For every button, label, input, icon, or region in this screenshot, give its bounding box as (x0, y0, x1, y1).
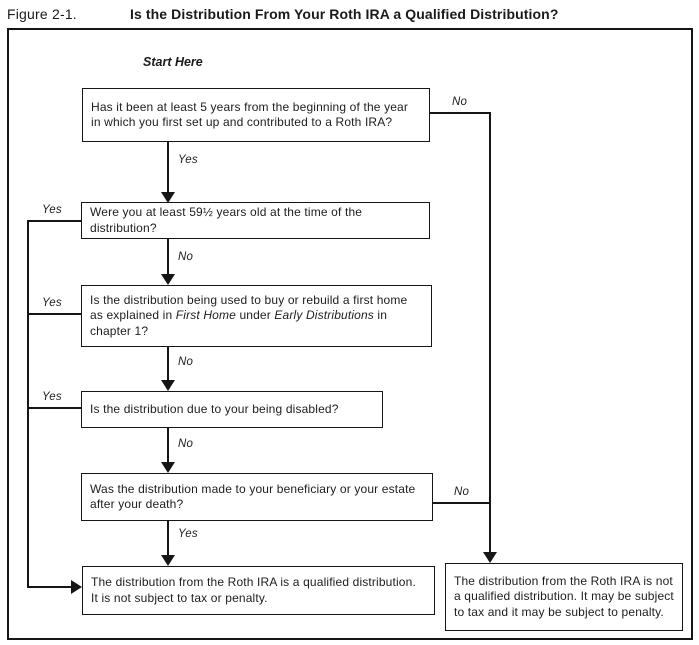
connector-q3-yes-horizontal (27, 313, 81, 315)
edge-label-q1-yes: Yes (178, 154, 198, 166)
q4-q5-arrowhead-icon (161, 462, 175, 473)
connector-q1-q2-line (167, 142, 169, 193)
start-here-label: Start Here (143, 55, 203, 69)
edge-label-q4-yes: Yes (42, 391, 62, 403)
node-q2-age-rule (81, 202, 430, 239)
node-q3-text: Is the distribution being used to buy or rebuild a first home as explained in First Home under Early Distributions in chapter 1? (90, 292, 408, 338)
connector-right-rail-vertical (489, 112, 491, 552)
node-q2-text: Were you at least 59½ years old at the time of the distribution? (90, 205, 363, 235)
node-result-qualified (82, 566, 435, 615)
connector-left-rail-vertical (27, 220, 29, 588)
node-q1-five-year-rule (82, 88, 430, 142)
page-title: Is the Distribution From Your Roth IRA a Qualified Distribution? (130, 6, 559, 22)
node-result-not-qualified-text: The distribution from the Roth IRA is not a qualified distribution. It may be subject to tax and it may be subject to penalty. (454, 573, 674, 619)
q1-q2-arrowhead-icon (161, 192, 175, 203)
node-q5-text: Was the distribution made to your beneficiary or your estate after your death? (90, 481, 416, 511)
edge-label-q5-yes: Yes (178, 528, 198, 540)
connector-q4-yes-horizontal (27, 407, 81, 409)
connector-q2-yes-horizontal (27, 220, 81, 222)
edge-label-q4-no: No (178, 438, 194, 450)
connector-q1-no-horizontal (430, 112, 491, 114)
node-result-not-qualified (445, 563, 683, 631)
connector-left-rail-bottom-horizontal (27, 586, 71, 588)
right-rail-arrowhead-icon (483, 552, 497, 563)
node-q4-text: Is the distribution due to your being disabled? (90, 401, 339, 416)
node-q5-beneficiary (81, 473, 433, 521)
q2-q3-arrowhead-icon (161, 274, 175, 285)
edge-label-q2-yes: Yes (42, 204, 62, 216)
connector-q3-q4-line (167, 347, 169, 381)
connector-q5-no-horizontal (433, 502, 491, 504)
edge-label-q3-no: No (178, 356, 194, 368)
node-q4-disabled (81, 391, 383, 428)
node-q3-first-home (81, 285, 432, 347)
figure-number-label: Figure 2-1. (7, 6, 77, 22)
edge-label-q3-yes: Yes (42, 297, 62, 309)
edge-label-q5-no: No (454, 486, 470, 498)
connector-q2-q3-line (167, 239, 169, 275)
edge-label-q1-no: No (452, 96, 468, 108)
connector-q4-q5-line (167, 428, 169, 463)
q3-q4-arrowhead-icon (161, 380, 175, 391)
q5-result-arrowhead-icon (161, 555, 175, 566)
edge-label-q2-no: No (178, 251, 194, 263)
left-rail-arrowhead-icon (71, 580, 82, 594)
node-q1-text: Has it been at least 5 years from the beginning of the year in which you first set up and contributed to a Roth IRA? (91, 99, 409, 129)
connector-q5-result-line (167, 521, 169, 556)
node-result-qualified-text: The distribution from the Roth IRA is a qualified distribution. It is not subject to tax or penalty. (91, 575, 416, 605)
